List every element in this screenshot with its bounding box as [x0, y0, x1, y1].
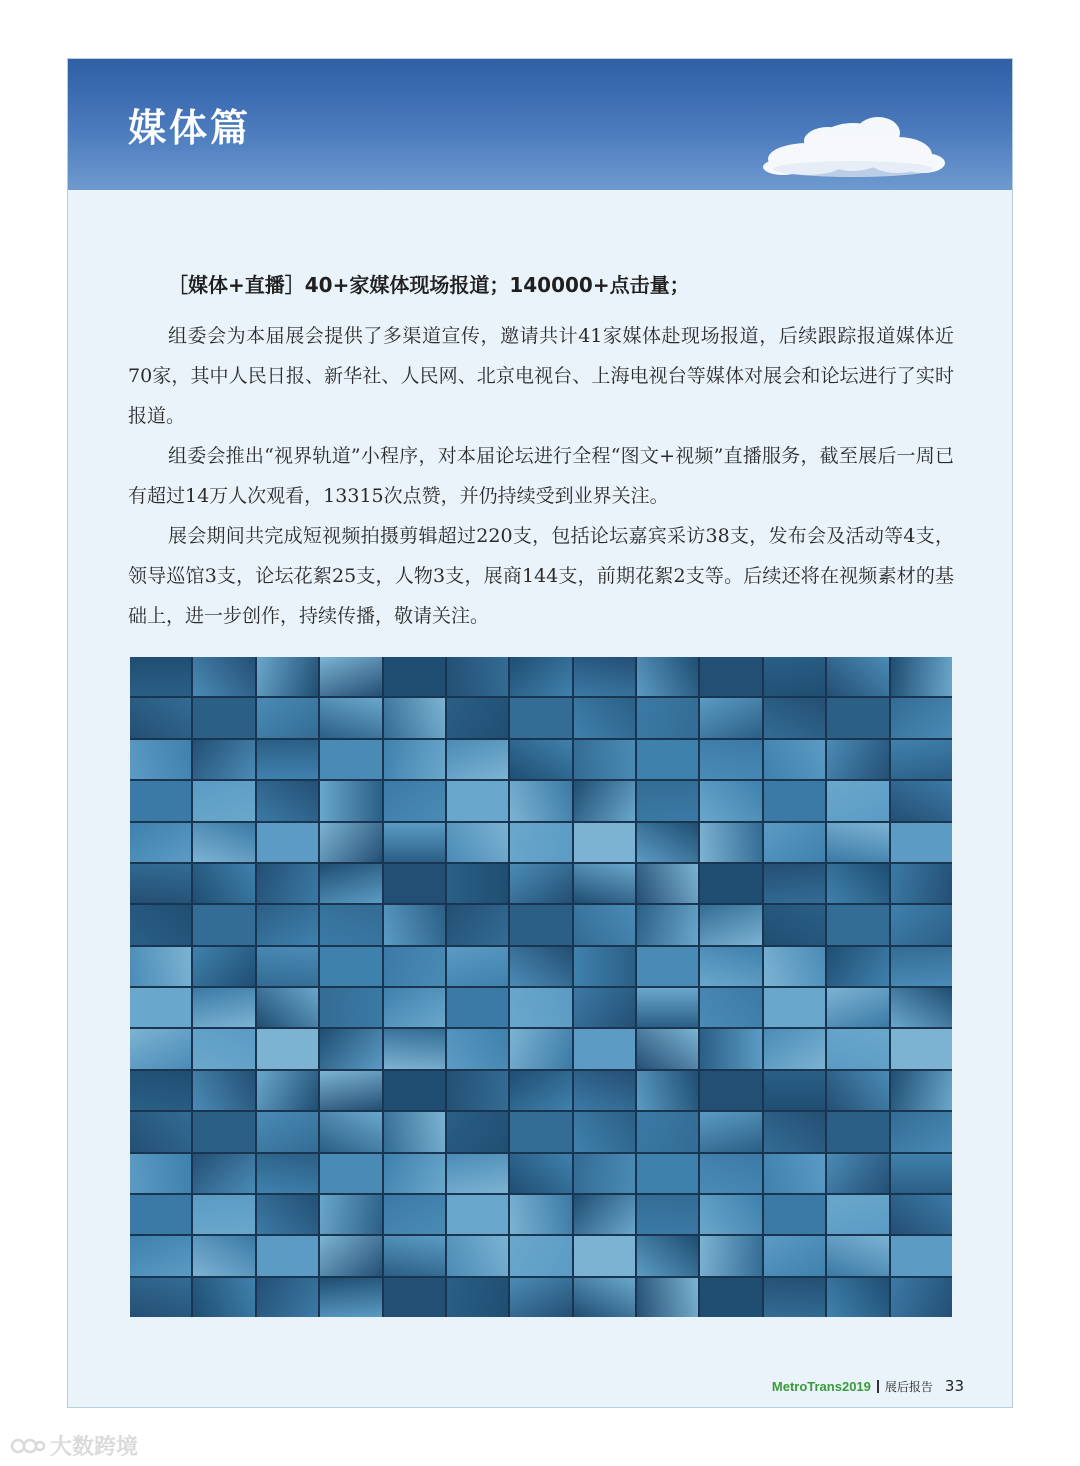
- collage-photo: [320, 1236, 381, 1275]
- collage-photo: [193, 698, 254, 737]
- collage-photo: [384, 1029, 445, 1068]
- collage-photo: [764, 1112, 825, 1151]
- collage-photo: [764, 905, 825, 944]
- watermark-text: 大数跨境: [50, 1435, 139, 1460]
- collage-photo: [700, 1236, 761, 1275]
- collage-photo: [130, 740, 191, 779]
- collage-photo: [764, 1278, 825, 1317]
- collage-photo: [447, 1278, 508, 1317]
- collage-photo: [827, 698, 888, 737]
- collage-photo: [193, 947, 254, 986]
- collage-photo: [193, 905, 254, 944]
- collage-photo: [637, 1071, 698, 1110]
- collage-photo: [637, 698, 698, 737]
- collage-photo: [130, 823, 191, 862]
- collage-photo: [510, 657, 571, 696]
- collage-photo: [891, 988, 952, 1027]
- collage-photo: [574, 781, 635, 820]
- collage-photo: [510, 1236, 571, 1275]
- collage-photo: [574, 864, 635, 903]
- section-headline: ［媒体+直播］40+家媒体现场报道；140000+点击量；: [168, 273, 690, 297]
- collage-photo: [891, 947, 952, 986]
- article-body: [128, 269, 954, 636]
- collage-photo: [891, 905, 952, 944]
- collage-photo: [320, 1154, 381, 1193]
- collage-photo: [637, 988, 698, 1027]
- collage-photo: [320, 864, 381, 903]
- collage-photo: [257, 781, 318, 820]
- collage-photo: [257, 698, 318, 737]
- page-title: 媒体篇: [128, 106, 252, 150]
- collage-photo: [447, 1154, 508, 1193]
- collage-photo: [700, 740, 761, 779]
- footer-divider: [877, 1380, 879, 1393]
- collage-photo: [764, 988, 825, 1027]
- collage-photo: [764, 864, 825, 903]
- collage-photo: [193, 988, 254, 1027]
- collage-photo: [320, 657, 381, 696]
- collage-photo: [827, 740, 888, 779]
- collage-photo: [257, 657, 318, 696]
- collage-photo: [764, 1154, 825, 1193]
- collage-photo: [510, 947, 571, 986]
- collage-photo: [384, 1154, 445, 1193]
- collage-photo: [637, 1236, 698, 1275]
- collage-photo: [827, 781, 888, 820]
- collage-photo: [827, 1112, 888, 1151]
- collage-photo: [764, 657, 825, 696]
- collage-photo: [193, 1236, 254, 1275]
- collage-photo: [447, 781, 508, 820]
- collage-photo: [510, 781, 571, 820]
- collage-photo: [574, 1236, 635, 1275]
- collage-photo: [574, 1195, 635, 1234]
- collage-photo: [574, 1112, 635, 1151]
- collage-photo: [384, 781, 445, 820]
- collage-photo: [447, 864, 508, 903]
- collage-photo: [764, 698, 825, 737]
- collage-photo: [700, 1112, 761, 1151]
- collage-photo: [700, 947, 761, 986]
- collage-photo: [510, 1154, 571, 1193]
- collage-photo: [764, 947, 825, 986]
- collage-photo: [510, 1112, 571, 1151]
- collage-photo: [764, 740, 825, 779]
- collage-photo: [574, 657, 635, 696]
- collage-photo: [764, 1071, 825, 1110]
- collage-photo: [447, 1195, 508, 1234]
- collage-photo: [510, 740, 571, 779]
- collage-photo: [637, 823, 698, 862]
- collage-photo: [193, 1071, 254, 1110]
- collage-photo: [130, 1154, 191, 1193]
- watermark-logo-icon: [10, 1436, 46, 1456]
- collage-photo: [700, 781, 761, 820]
- collage-photo: [384, 947, 445, 986]
- collage-photo: [384, 823, 445, 862]
- collage-photo: [891, 1195, 952, 1234]
- collage-photo: [193, 1195, 254, 1234]
- collage-photo: [447, 1071, 508, 1110]
- collage-photo: [827, 988, 888, 1027]
- collage-photo: [827, 823, 888, 862]
- collage-photo: [574, 823, 635, 862]
- collage-photo: [574, 1029, 635, 1068]
- collage-photo: [637, 1154, 698, 1193]
- collage-photo: [320, 1071, 381, 1110]
- collage-photo: [320, 740, 381, 779]
- collage-photo: [637, 1112, 698, 1151]
- collage-photo: [257, 1154, 318, 1193]
- collage-photo: [700, 823, 761, 862]
- collage-photo: [447, 1236, 508, 1275]
- collage-photo: [637, 1195, 698, 1234]
- collage-photo: [130, 864, 191, 903]
- collage-photo: [637, 905, 698, 944]
- collage-photo: [574, 1071, 635, 1110]
- page-footer: [772, 1377, 964, 1395]
- collage-photo: [764, 1029, 825, 1068]
- collage-photo: [193, 1154, 254, 1193]
- collage-photo: [510, 1195, 571, 1234]
- collage-photo: [384, 1112, 445, 1151]
- collage-photo: [827, 1029, 888, 1068]
- collage-photo: [637, 781, 698, 820]
- collage-photo: [384, 864, 445, 903]
- collage-photo: [193, 823, 254, 862]
- collage-photo: [130, 1195, 191, 1234]
- collage-photo: [764, 781, 825, 820]
- collage-photo: [891, 1154, 952, 1193]
- collage-photo: [447, 988, 508, 1027]
- collage-photo: [574, 740, 635, 779]
- collage-photo: [637, 947, 698, 986]
- collage-photo: [257, 905, 318, 944]
- collage-photo: [257, 988, 318, 1027]
- page-number: 33: [944, 1377, 964, 1395]
- collage-photo: [257, 740, 318, 779]
- collage-photo: [510, 823, 571, 862]
- collage-photo: [320, 1112, 381, 1151]
- collage-photo: [827, 1278, 888, 1317]
- collage-photo: [637, 740, 698, 779]
- collage-photo: [891, 823, 952, 862]
- collage-photo: [130, 947, 191, 986]
- collage-photo: [827, 1236, 888, 1275]
- collage-photo: [891, 1029, 952, 1068]
- collage-photo: [384, 1278, 445, 1317]
- collage-photo: [637, 657, 698, 696]
- collage-photo: [447, 823, 508, 862]
- collage-photo: [193, 740, 254, 779]
- collage-photo: [130, 698, 191, 737]
- collage-photo: [827, 1154, 888, 1193]
- collage-photo: [891, 1112, 952, 1151]
- collage-photo: [320, 947, 381, 986]
- collage-photo: [510, 988, 571, 1027]
- collage-photo: [827, 864, 888, 903]
- collage-photo: [193, 657, 254, 696]
- report-page: [67, 58, 1013, 1408]
- collage-photo: [510, 1029, 571, 1068]
- collage-photo: [130, 905, 191, 944]
- collage-photo: [320, 988, 381, 1027]
- collage-photo: [320, 1029, 381, 1068]
- collage-photo: [764, 1195, 825, 1234]
- collage-photo: [891, 1071, 952, 1110]
- collage-photo: [827, 1195, 888, 1234]
- collage-photo: [257, 1112, 318, 1151]
- collage-photo: [510, 698, 571, 737]
- collage-photo: [193, 1278, 254, 1317]
- collage-photo: [574, 988, 635, 1027]
- collage-photo: [827, 947, 888, 986]
- collage-photo: [891, 1236, 952, 1275]
- footer-brand: MetroTrans2019: [771, 1378, 871, 1394]
- collage-photo: [700, 1029, 761, 1068]
- collage-photo: [891, 864, 952, 903]
- collage-photo: [130, 1112, 191, 1151]
- collage-photo: [193, 864, 254, 903]
- collage-photo: [320, 1195, 381, 1234]
- collage-photo: [510, 905, 571, 944]
- collage-photo: [130, 1278, 191, 1317]
- collage-photo: [257, 1195, 318, 1234]
- collage-photo: [384, 657, 445, 696]
- collage-photo: [891, 781, 952, 820]
- collage-photo: [193, 781, 254, 820]
- collage-photo: [447, 740, 508, 779]
- collage-photo: [320, 781, 381, 820]
- collage-photo: [700, 988, 761, 1027]
- collage-photo: [447, 657, 508, 696]
- collage-photo: [700, 698, 761, 737]
- cloud-icon: [758, 111, 948, 181]
- collage-photo: [384, 1071, 445, 1110]
- collage-photo: [891, 698, 952, 737]
- collage-photo: [257, 947, 318, 986]
- collage-photo: [257, 1029, 318, 1068]
- collage-photo: [700, 1071, 761, 1110]
- collage-photo: [700, 1278, 761, 1317]
- photo-collage: [130, 657, 952, 1317]
- collage-photo: [130, 1029, 191, 1068]
- collage-photo: [447, 1029, 508, 1068]
- collage-photo: [320, 698, 381, 737]
- collage-photo: [193, 1029, 254, 1068]
- collage-photo: [891, 740, 952, 779]
- collage-photo: [447, 905, 508, 944]
- collage-photo: [827, 905, 888, 944]
- collage-photo: [320, 1278, 381, 1317]
- collage-photo: [700, 905, 761, 944]
- collage-photo: [130, 988, 191, 1027]
- collage-photo: [130, 1236, 191, 1275]
- collage-photo: [700, 1195, 761, 1234]
- collage-photo: [257, 864, 318, 903]
- collage-photo: [130, 1071, 191, 1110]
- header-banner: [68, 59, 1012, 190]
- collage-photo: [574, 698, 635, 737]
- collage-photo: [891, 1278, 952, 1317]
- collage-photo: [827, 657, 888, 696]
- collage-photo: [384, 740, 445, 779]
- collage-photo: [574, 1154, 635, 1193]
- collage-photo: [447, 947, 508, 986]
- watermark: [10, 1430, 138, 1461]
- paragraph-media: 组委会为本届展会提供了多渠道宣传，邀请共计41家媒体赴现场报道，后续跟踪报道媒体近70家，其中人民日报、新华社、人民网、北京电视台、上海电视台等媒体对展会和论坛进行了实时报道。: [128, 325, 954, 427]
- collage-photo: [130, 781, 191, 820]
- collage-photo: [447, 698, 508, 737]
- collage-photo: [130, 657, 191, 696]
- collage-photo: [700, 657, 761, 696]
- paragraph-videos: 展会期间共完成短视频拍摄剪辑超过220支，包括论坛嘉宾采访38支，发布会及活动等4支，领导巡馆3支，论坛花絮25支，人物3支，展商144支，前期花絮2支等。后续还将在视频素材的基础上，进一步创作，持续传播，敬请关注。: [128, 525, 954, 627]
- collage-photo: [764, 1236, 825, 1275]
- collage-photo: [257, 1278, 318, 1317]
- collage-photo: [891, 657, 952, 696]
- footer-section: 展后报告: [884, 1379, 933, 1394]
- collage-photo: [257, 1236, 318, 1275]
- collage-photo: [447, 1112, 508, 1151]
- collage-photo: [510, 864, 571, 903]
- collage-photo: [510, 1071, 571, 1110]
- collage-photo: [384, 988, 445, 1027]
- collage-photo: [320, 905, 381, 944]
- collage-photo: [637, 1029, 698, 1068]
- collage-photo: [574, 905, 635, 944]
- collage-photo: [574, 1278, 635, 1317]
- collage-photo: [257, 823, 318, 862]
- collage-photo: [637, 864, 698, 903]
- paragraph-livestream: 组委会推出“视界轨道”小程序，对本届论坛进行全程“图文+视频”直播服务，截至展后一周已有超过14万人次观看，13315次点赞，并仍持续受到业界关注。: [128, 445, 954, 507]
- collage-photo: [384, 905, 445, 944]
- collage-photo: [384, 698, 445, 737]
- collage-photo: [764, 823, 825, 862]
- collage-photo: [384, 1236, 445, 1275]
- collage-photo: [827, 1071, 888, 1110]
- collage-photo: [193, 1112, 254, 1151]
- collage-photo: [700, 864, 761, 903]
- collage-photo: [637, 1278, 698, 1317]
- collage-photo: [510, 1278, 571, 1317]
- collage-photo: [700, 1154, 761, 1193]
- collage-photo: [384, 1195, 445, 1234]
- collage-photo: [257, 1071, 318, 1110]
- collage-photo: [574, 947, 635, 986]
- collage-photo: [320, 823, 381, 862]
